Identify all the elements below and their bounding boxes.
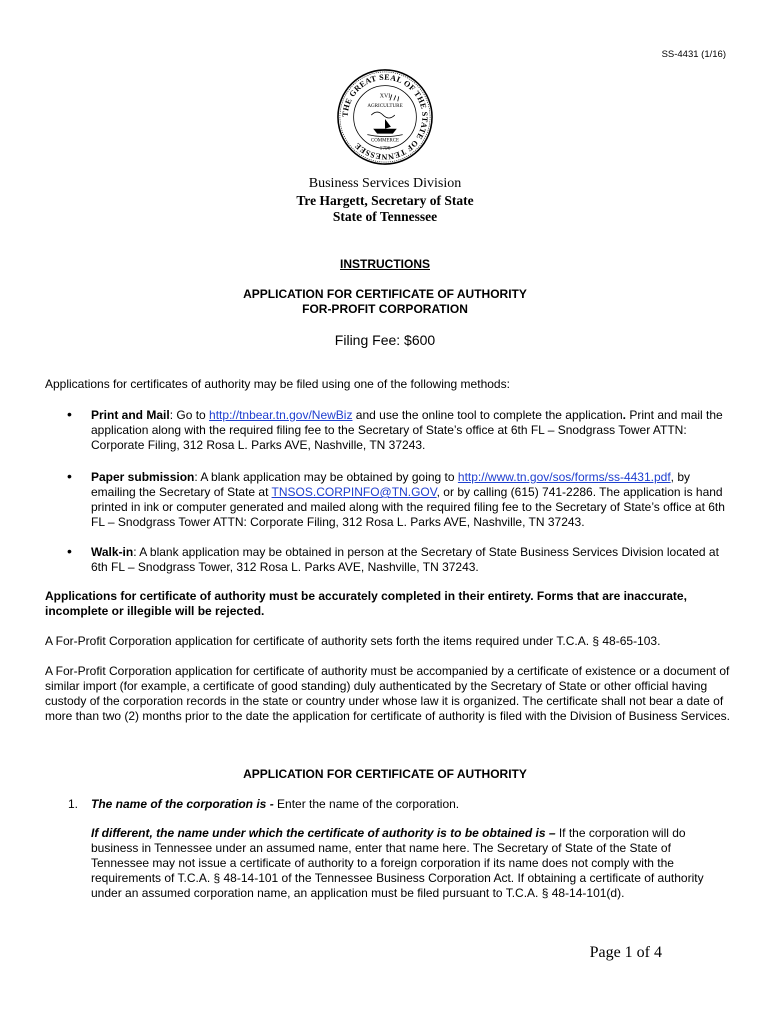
email-link[interactable]: TNSOS.CORPINFO@TN.GOV — [271, 485, 437, 499]
form-pdf-link[interactable]: http://www.tn.gov/sos/forms/ss-4431.pdf — [457, 470, 671, 484]
official-name: Tre Hargett, Secretary of State — [296, 193, 474, 208]
instructions-heading: INSTRUCTIONS — [340, 257, 430, 271]
item-sub-label: If different, the name under which the certificate of authority is to be obtained is – — [91, 826, 556, 840]
method-text: . — [622, 408, 626, 422]
item-number: 1. — [68, 797, 79, 811]
page-number: Page 1 of 4 — [589, 944, 662, 961]
method-label: Paper submission — [91, 470, 195, 484]
seal-numeral: XVI — [379, 93, 391, 100]
newbiz-link[interactable]: http://tnbear.tn.gov/NewBiz — [209, 408, 353, 422]
seal-top-word: AGRICULTURE — [367, 103, 403, 110]
item-assumed-name — [91, 826, 731, 901]
application-title-line1: APPLICATION FOR CERTIFICATE OF AUTHORITY — [243, 287, 527, 301]
seal-year: 1796 — [379, 145, 391, 152]
method-text: , or by calling (615) 741-2286. The application is hand printed in ink or computer generated and mailed along with the required filing fee to the Secretary of State’s office at 6th FL – Snodgrass Tower ATTN: Corporate Filing, 312 Rosa L. Parks AVE, Nashville, TN 37243. — [91, 485, 725, 529]
method-paper-submission — [91, 470, 731, 530]
method-walk-in — [91, 545, 731, 575]
state-name: State of Tennessee — [332, 209, 438, 224]
method-label: Print and Mail — [91, 408, 170, 422]
item-sub-text: If the corporation will do business in Tennessee under an assumed name, enter that name here. The Secretary of State of the State of Tennessee may not issue a certificate of authority to a foreign corporation if its name does not comply with the requirements of T.C.A. § 48-14-101 of the Tennessee Business Corporation Act. If obtaining a certificate of authority under an assumed corporation name, an application must be filed pursuant to T.C.A. § 48-14-101(d). — [91, 826, 704, 900]
rejection-warning: Applications for certificate of authority must be accurately completed in their entirety. Forms that are inaccurate, incomplete or illegible will be rejected. — [45, 589, 687, 618]
certificate-paragraph: A For-Profit Corporation application for certificate of authority must be accompanied by a certificate of existence or a document of similar import (for example, a certificate of good standing) duly authenticated by the Secretary of State or other official having custody of the corporation records in the state or country under whose law it is organized. The certificate shall not bear a date of more than two (2) months prior to the date the application for certificate of authority is filed with the Division of Business Services. — [45, 664, 730, 723]
method-text: : Go to — [169, 408, 210, 422]
bullet-icon: • — [67, 468, 72, 484]
seal-ring-text: THE GREAT SEAL OF THE STATE OF TENNESSEE — [340, 72, 430, 162]
form-code: SS-4431 (1/16) — [661, 49, 726, 60]
item-text: Enter the name of the corporation. — [273, 797, 460, 811]
bullet-icon: • — [67, 406, 72, 422]
method-text: Print and mail the application along with the required filing fee to the Secretary of State’s office at 6th FL – Snodgrass Tower ATTN: Corporate Filing, 312 Rosa L. Parks AVE, Nashville, TN 37243. — [91, 408, 723, 452]
method-print-and-mail — [91, 408, 731, 453]
requirements-paragraph: A For-Profit Corporation application for certificate of authority sets forth the items required under T.C.A. § 48-65-103. — [45, 634, 661, 648]
application-title-line2: FOR-PROFIT CORPORATION — [302, 302, 468, 316]
section-title: APPLICATION FOR CERTIFICATE OF AUTHORITY — [243, 767, 527, 781]
item-label: The name of the corporation is - — [91, 797, 274, 811]
state-seal-icon — [336, 68, 434, 166]
filing-fee: Filing Fee: $600 — [334, 332, 436, 348]
method-text: and use the online tool to complete the application — [352, 408, 623, 422]
method-text: : A blank application may be obtained in person at the Secretary of State Business Services Division located at 6th FL – Snodgrass Tower, 312 Rosa L. Parks AVE, Nashville, TN 37243. — [91, 545, 719, 574]
seal-bottom-word: COMMERCE — [371, 138, 399, 144]
intro-text: Applications for certificates of authority may be filed using one of the following methods: — [45, 377, 510, 391]
division-name: Business Services Division — [308, 176, 462, 191]
item-corporation-name — [91, 797, 731, 812]
bullet-icon: • — [67, 543, 72, 559]
method-text: , by emailing the Secretary of State at — [91, 470, 691, 499]
method-label: Walk-in — [91, 545, 134, 559]
method-text: : A blank application may be obtained by going to — [194, 470, 458, 484]
